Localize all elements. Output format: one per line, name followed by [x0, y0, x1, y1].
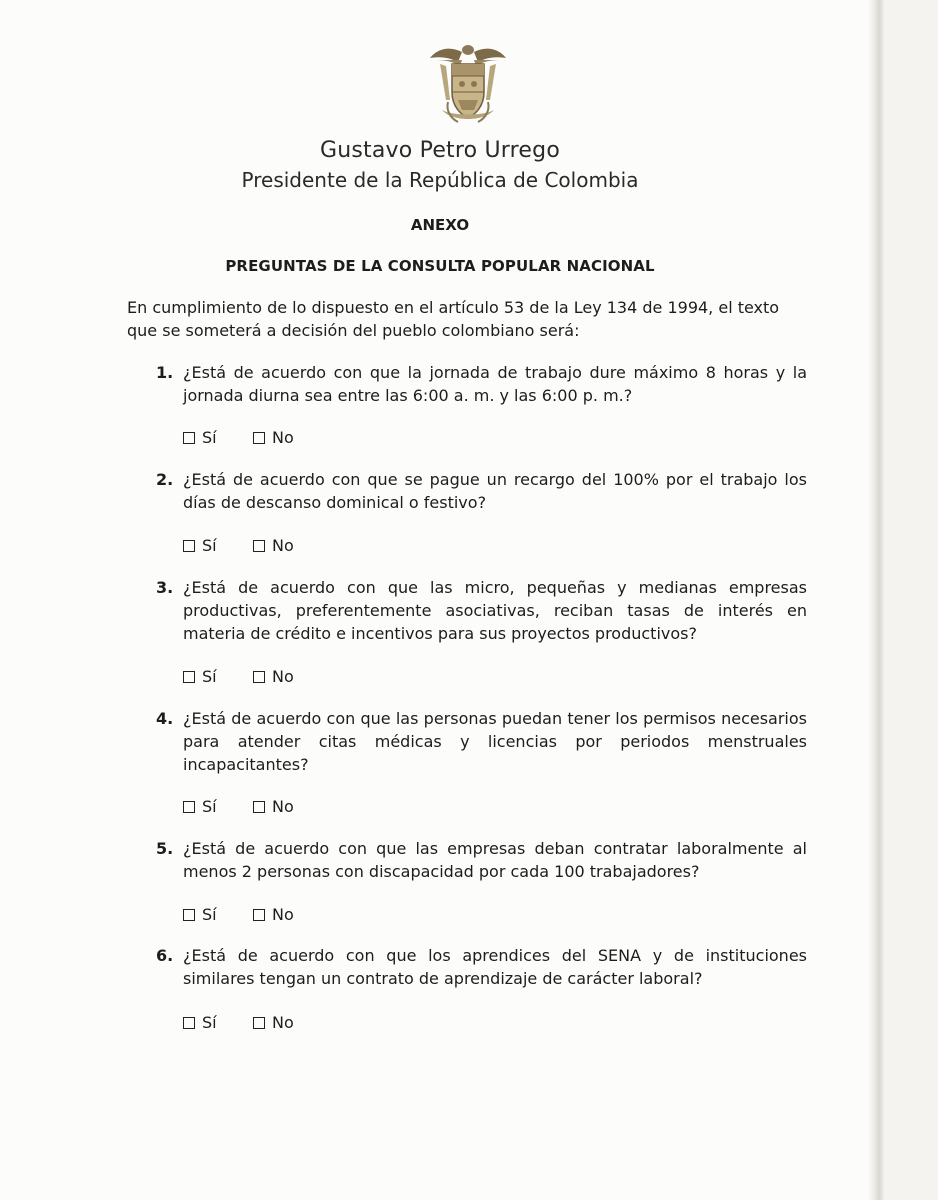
signatory-role: Presidente de la República de Colombia: [241, 168, 639, 192]
option-no[interactable]: [253, 428, 294, 448]
question-number: 6.: [156, 946, 174, 965]
checkbox-icon[interactable]: [183, 540, 195, 552]
option-no[interactable]: [253, 536, 294, 556]
scan-background: [884, 0, 938, 1200]
option-no-label: No: [272, 428, 294, 447]
option-no[interactable]: [253, 797, 294, 817]
option-no-label: No: [272, 1013, 294, 1032]
option-no-label: No: [272, 797, 294, 816]
option-yes[interactable]: [183, 905, 217, 925]
question-text: ¿Está de acuerdo con que la jornada de trabajo dure máximo 8 horas y la jornada diurna sea entre las 6:00 a. m. y las 6:00 p. m.?: [183, 363, 807, 405]
checkbox-icon[interactable]: [183, 909, 195, 921]
option-no-label: No: [272, 905, 294, 924]
question-number: 4.: [156, 709, 174, 728]
option-yes-label: Sí: [202, 536, 217, 555]
checkbox-icon[interactable]: [183, 671, 195, 683]
checkbox-icon[interactable]: [253, 671, 265, 683]
checkbox-icon[interactable]: [183, 801, 195, 813]
question-text: ¿Está de acuerdo con que las empresas deban contratar laboralmente al menos 2 personas con discapacidad por cada 100 trabajadores?: [183, 839, 807, 881]
question-text: ¿Está de acuerdo con que las micro, pequeñas y medianas empresas productivas, preferentemente asociativas, reciban tasas de interés en materia de crédito e incentivos para sus proyectos productivos?: [183, 578, 807, 643]
checkbox-icon[interactable]: [253, 801, 265, 813]
checkbox-icon[interactable]: [253, 432, 265, 444]
page-edge-shadow: [868, 0, 884, 1200]
checkbox-icon[interactable]: [183, 432, 195, 444]
option-yes-label: Sí: [202, 905, 217, 924]
question-number: 1.: [156, 363, 174, 382]
intro-paragraph: En cumplimiento de lo dispuesto en el artículo 53 de la Ley 134 de 1994, el texto que se someterá a decisión del pueblo colombiano será:: [127, 298, 780, 340]
question-number: 5.: [156, 839, 174, 858]
option-no-label: No: [272, 536, 294, 555]
signatory-name: Gustavo Petro Urrego: [320, 138, 560, 163]
option-yes[interactable]: [183, 667, 217, 687]
option-yes-label: Sí: [202, 1013, 217, 1032]
option-yes-label: Sí: [202, 428, 217, 447]
question-text: ¿Está de acuerdo con que las personas puedan tener los permisos necesarios para atender citas médicas y licencias por periodos menstruales incapacitantes?: [183, 709, 807, 774]
checkbox-icon[interactable]: [253, 909, 265, 921]
option-yes[interactable]: [183, 797, 217, 817]
question-text: ¿Está de acuerdo con que se pague un recargo del 100% por el trabajo los días de descanso dominical o festivo?: [183, 470, 807, 512]
option-no[interactable]: [253, 905, 294, 925]
question-number: 3.: [156, 578, 174, 597]
question-number: 2.: [156, 470, 174, 489]
option-yes[interactable]: [183, 1013, 217, 1033]
question-text: ¿Está de acuerdo con que los aprendices del SENA y de instituciones similares tengan un contrato de aprendizaje de carácter laboral?: [183, 946, 807, 988]
checkbox-icon[interactable]: [183, 1017, 195, 1029]
option-no-label: No: [272, 667, 294, 686]
checkbox-icon[interactable]: [253, 540, 265, 552]
annex-title: ANEXO: [410, 216, 470, 234]
option-no[interactable]: [253, 667, 294, 687]
coat-of-arms-icon: [428, 40, 508, 126]
option-yes[interactable]: [183, 428, 217, 448]
option-yes-label: Sí: [202, 667, 217, 686]
option-no[interactable]: [253, 1013, 294, 1033]
option-yes[interactable]: [183, 536, 217, 556]
option-yes-label: Sí: [202, 797, 217, 816]
annex-subtitle: PREGUNTAS DE LA CONSULTA POPULAR NACIONAL: [225, 257, 655, 275]
checkbox-icon[interactable]: [253, 1017, 265, 1029]
